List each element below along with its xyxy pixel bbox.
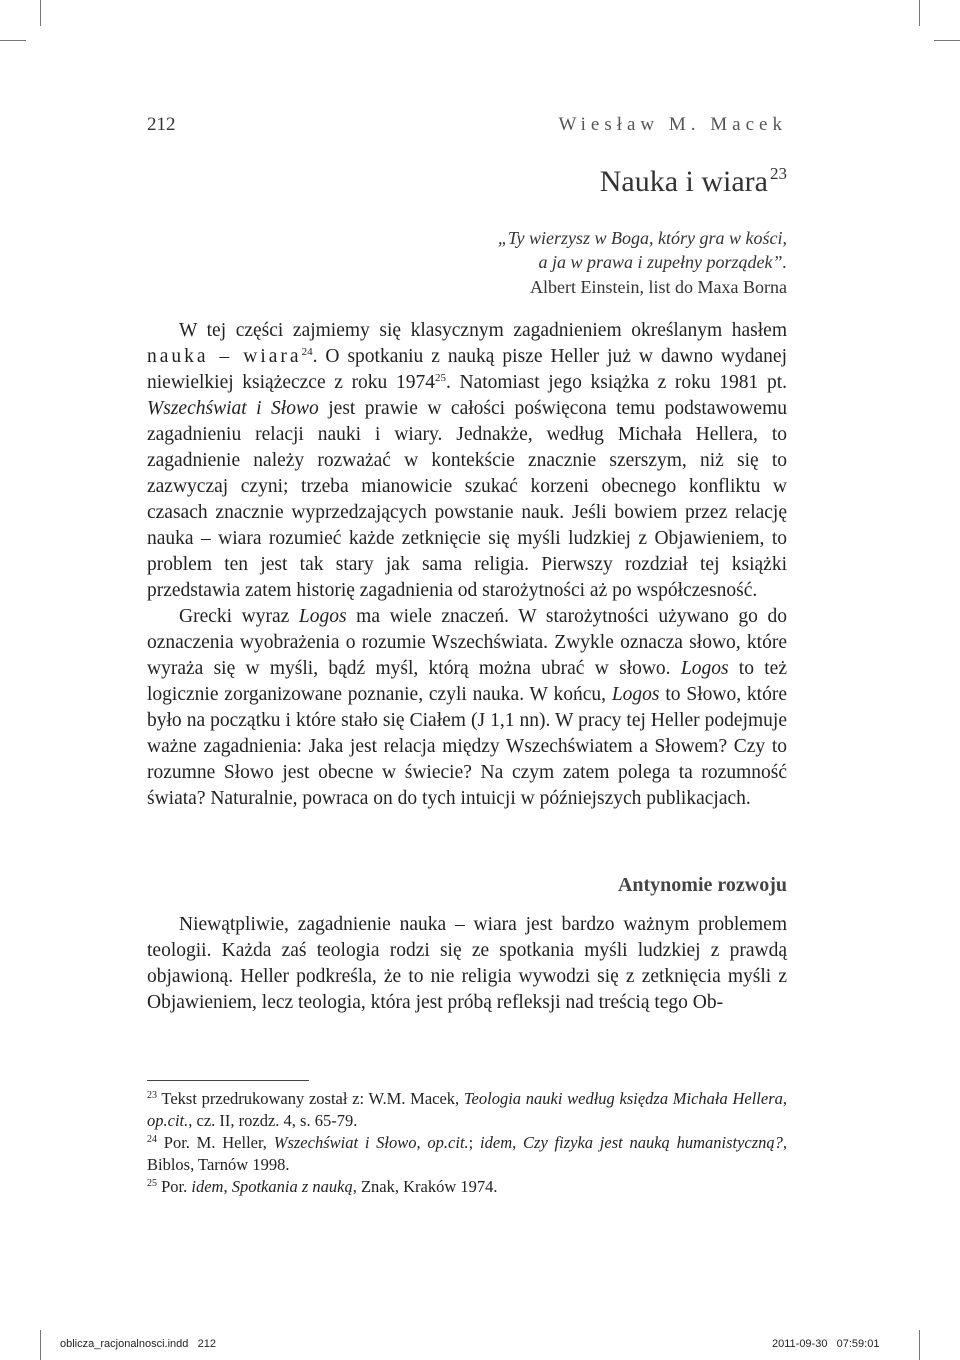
slug-divider: [919, 1330, 920, 1360]
slug-timestamp: 2011-09-30 07:59:01: [772, 1338, 880, 1350]
body-text: [147, 912, 787, 1016]
paragraph: W tej części zajmiemy się klasycznym zagadnieniem określanym hasłem nauka – wiara$^{24}$. O spotkaniu z nauką pisze Heller już w dawno wydanej niewielkiej książeczce z roku 1974$^{25}$. Natomiast jego książka z roku 1981 pt. Wszechświat i Słowo jest prawie w całości poświęcona temu podstawowemu zagadnieniu relacji nauki i wiary. Jednakże, według Michała Hellera, to zagadnienie należy rozważać w kontekście znacznie szerszym, niż się to zazwyczaj czyni; trzeba mianowicie szukać korzeni obecnego konfliktu w czasach znacznie wyprzedzających powstanie nauk. Jeśli bowiem przez relację nauka – wiara rozumieć każde zetknięcie się myśli ludzkiej z Objawieniem, to problem ten jest tak stary jak sama religia. Pierwszy rozdział tej książki przedstawia zatem historię zagadnienia od starożytności aż po współczesność.: [147, 320, 787, 601]
footnote-ref: 25: [434, 372, 446, 384]
epigraph-attribution: Albert Einstein, list do Maxa Borna: [530, 277, 787, 297]
footnote: $^{23}$ Tekst przedrukowany został z: W.M. Macek, Teologia nauki według księdza Michała Hellera, op.cit., cz. II, rozdz. 4, s. 65-79.: [147, 1089, 787, 1130]
crop-mark: [934, 40, 960, 41]
epigraph-line: „Ty wierzysz w Boga, który gra w kości,: [497, 228, 787, 248]
footnote-ref: 23: [770, 164, 787, 183]
section-title: Nauka i wiara $^{23}$: [599, 164, 787, 198]
body-text: [147, 318, 787, 812]
crop-mark: [40, 0, 41, 26]
paragraph: Grecki wyraz Logos ma wiele znaczeń. W starożytności używano go do oznaczenia wyobrażenia o rozumie Wszechświata. Zwykle oznacza słowo, które wyraża się w myśli, bądź myśl, którą można ubrać w słowo. Logos to też logicznie zorganizowane poznanie, czyli nauka. W końcu, Logos to Słowo, które było na początku i które stało się Ciałem (J 1,1 nn). W pracy tej Heller podejmuje ważne zagadnienia: Jaka jest relacja między Wszechświatem a Słowem? Czy to rozumne Słowo jest obecne w świecie? Na czym zatem polega ta rozumność świata? Naturalnie, powraca on do tych intuicji w późniejszych publikacjach.: [147, 606, 787, 809]
footnote-ref: 24: [301, 346, 313, 358]
paragraph: Niewątpliwie, zagadnienie nauka – wiara jest bardzo ważnym problemem teologii. Każda zaś teologia rodzi się ze spotkania myśli ludzkiej z prawdą objawioną. Heller podkreśla, że to nie religia wywodzi się z zetknięcia myśli z Objawieniem, lecz teologia, która jest próbą refleksji nad treścią tego Ob-: [147, 914, 787, 1013]
crop-mark: [919, 0, 920, 26]
footnote-rule: [147, 1080, 309, 1081]
slug-divider: [40, 1330, 41, 1360]
epigraph-line: a ja w prawa i zupełny porządek”.: [538, 252, 787, 272]
running-head-author: Wiesław M. Macek: [558, 114, 787, 135]
page-number: 212: [147, 114, 176, 135]
footnote: $^{25}$ Por. idem, Spotkania z nauką, Znak, Kraków 1974.: [147, 1177, 498, 1196]
footnotes: [147, 1088, 787, 1198]
crop-mark: [0, 40, 26, 41]
slug-filename: oblicza_racjonalnosci.indd 212: [60, 1338, 216, 1350]
subheading: Antynomie rozwoju: [617, 874, 787, 896]
book-title: Wszechświat i Słowo: [147, 398, 319, 419]
footnote: $^{24}$ Por. M. Heller, Wszechświat i Słowo, op.cit.; idem, Czy fizyka jest nauką humanistyczną?, Biblos, Tarnów 1998.: [147, 1133, 788, 1174]
